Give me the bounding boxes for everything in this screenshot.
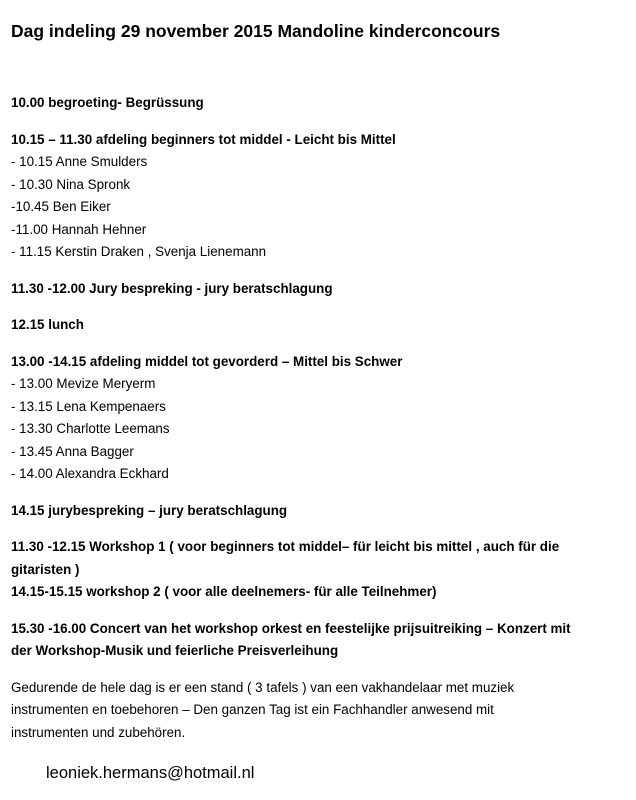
jury-line-2: 14.15 jurybespreking – jury beratschlagung (11, 502, 288, 518)
workshop-2-line: 14.15-15.15 workshop 2 ( voor alle deelnemers- für alle Teilnehmer) (11, 584, 437, 599)
list-item: - 10.15 Anne Smulders (11, 154, 148, 169)
info-paragraph (11, 677, 629, 745)
workshop-1-continuation: gitaristen ) (11, 561, 80, 577)
contact-email[interactable]: leoniek.hermans@hotmail.nl (46, 764, 255, 782)
concert-continuation: der Workshop-Musik und feierliche Preisverleihung (11, 643, 339, 658)
opening-line: 10.00 begroeting- Begrüssung (11, 95, 204, 110)
list-item: - 13.30 Charlotte Leemans (11, 421, 170, 436)
list-item: - 14.00 Alexandra Eckhard (11, 466, 169, 481)
document-title: Dag indeling 29 november 2015 Mandoline kinderconcours (11, 21, 501, 41)
section-beginners (11, 129, 629, 264)
list-item: -10.45 Ben Eiker (11, 199, 111, 214)
list-item: - 11.15 Kerstin Draken , Svenja Lienemann (11, 244, 267, 259)
section-advanced (11, 351, 629, 486)
workshops-block (11, 536, 629, 604)
concert-block (11, 618, 629, 663)
jury-line-1: 11.30 -12.00 Jury bespreking - jury beratschlagung (11, 280, 333, 296)
info-line: Gedurende de hele dag is er een stand ( 3 tafels ) van een vakhandelaar met muziek (11, 679, 515, 695)
workshop-1-line: 11.30 -12.15 Workshop 1 ( voor beginners tot middel– für leicht bis mittel , auch für die (11, 539, 560, 554)
list-item: - 10.30 Nina Spronk (11, 176, 131, 192)
list-item: - 13.00 Mevize Meryerm (11, 376, 156, 391)
list-item: -11.00 Hannah Hehner (11, 221, 147, 237)
section-heading: 10.15 – 11.30 afdeling beginners tot middel - Leicht bis Mittel (11, 131, 396, 147)
lunch-line: 12.15 lunch (11, 317, 84, 332)
schedule-document (11, 20, 629, 744)
list-item: - 13.45 Anna Bagger (11, 443, 134, 459)
section-heading: 13.00 -14.15 afdeling middel tot gevorderd – Mittel bis Schwer (11, 353, 403, 369)
info-line: instrumenten en toebehoren – Den ganzen Tag ist ein Fachhandler anwesend mit (11, 702, 494, 717)
info-line: instrumenten und zubehören. (11, 724, 186, 740)
spacer (11, 42, 629, 92)
concert-line: 15.30 -16.00 Concert van het workshop orkest en feestelijke prijsuitreiking – Konzert mit (11, 620, 571, 636)
list-item: - 13.15 Lena Kempenaers (11, 398, 166, 414)
